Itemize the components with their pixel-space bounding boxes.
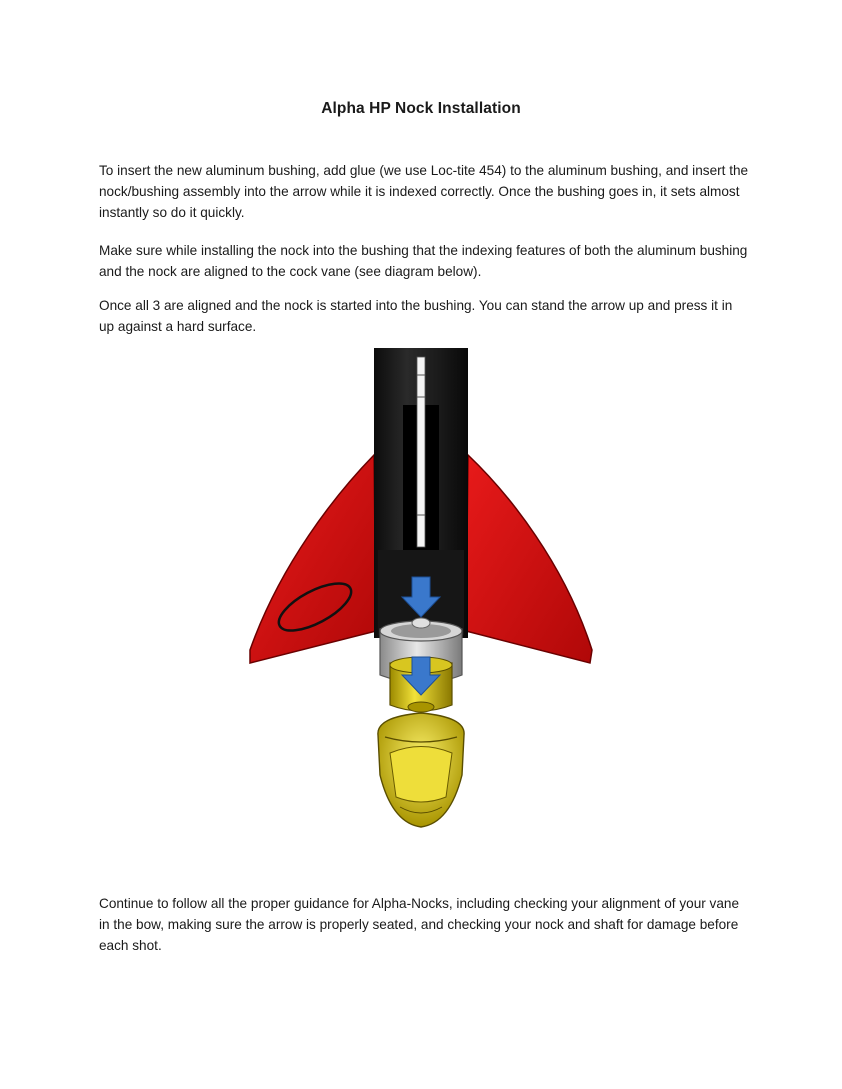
- paragraph-index-alignment: Make sure while installing the nock into the bushing that the indexing features of both the aluminum bushing and the nock are aligned to the cock vane (see diagram below).: [99, 243, 748, 279]
- document-title: Alpha HP Nock Installation: [321, 100, 521, 117]
- right-vane: [466, 455, 592, 663]
- left-vane: [250, 455, 376, 663]
- paragraph-bushing-glue: To insert the new aluminum bushing, add glue (we use Loc-tite 454) to the aluminum bushing, and insert the nock/bushing assembly into the arrow while it is indexed correctly. Once the bushing goes in, it sets almost instantly so do it quickly.: [99, 163, 749, 220]
- paragraph-continue-guidance: Continue to follow all the proper guidance for Alpha-Nocks, including checking your alignment of your vane in the bow, making sure the arrow is properly seated, and checking your nock and shaft for damage before each shot.: [99, 896, 740, 953]
- index-stripe: [417, 357, 425, 547]
- nock-installation-diagram: [240, 345, 602, 835]
- paragraph-press-in: Once all 3 are aligned and the nock is started into the bushing. You can stand the arrow up and press it in up against a hard surface.: [99, 298, 733, 334]
